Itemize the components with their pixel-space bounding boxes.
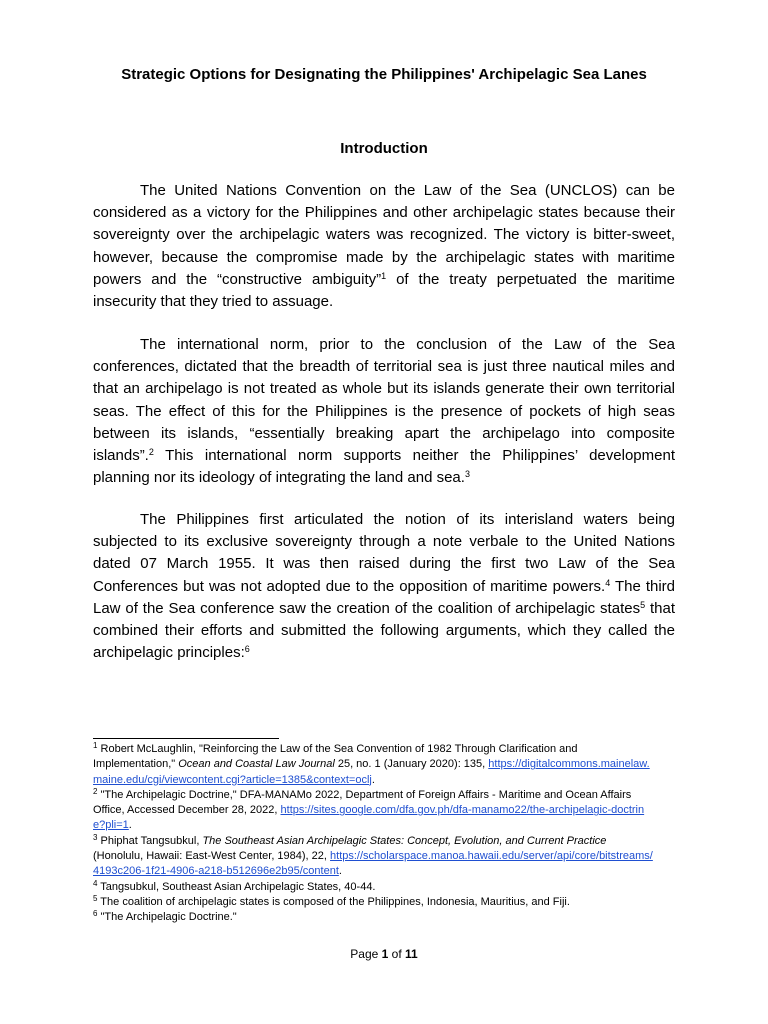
footnote-number: 5 — [93, 893, 98, 903]
paragraph-text: of the treaty perpetuated the maritime insecurity that they tried to assuage. — [93, 270, 676, 311]
page-number — [0, 946, 768, 962]
footnote-text: "The Archipelagic Doctrine." — [97, 911, 237, 924]
document-title: Strategic Options for Designating the Philippines' Archipelagic Sea Lanes — [121, 66, 647, 83]
footnotes-section — [93, 742, 653, 926]
footnote-item — [93, 834, 653, 880]
footnote-text: 25, no. 1 (January 2020): 135, — [334, 758, 489, 771]
body-paragraph — [93, 509, 675, 664]
paragraph-text: The international norm, prior to the conclusion of the Law of the Sea conferences, dictated that the breadth of territorial sea is just three nautical miles and that an archipelago is not treated as whole but its islands generate their own territorial seas. The effect of this for the Philippines is the presence of pockets of high seas between its islands, “essentially breaking apart the archipelago into composite islands”. — [93, 336, 675, 465]
footnote-link[interactable]: https://digitalcommons.mainelaw.maine.edu/cgi/viewcontent.cgi?article=1385&context=oclj — [93, 758, 650, 786]
footnote-item — [93, 742, 653, 788]
footnote-link[interactable]: https://scholarspace.manoa.hawaii.edu/server/api/core/bitstreams/4193c206-1f21-4906-a218-b512696e2b95/content — [93, 850, 653, 878]
footnote-italic-title: The Southeast Asian Archipelagic States: Concept, Evolution, and Current Practice — [202, 834, 607, 847]
footnote-item — [93, 880, 653, 895]
footnote-item — [93, 895, 653, 910]
footnote-number: 4 — [93, 878, 98, 888]
footnote-text: (Honolulu, Hawaii: East-West Center, 1984), 22, — [93, 850, 331, 863]
page-number-prefix: Page — [350, 947, 382, 961]
paragraph-text: The United Nations Convention on the Law of the Sea (UNCLOS) can be considered as a victory for the Philippines and other archipelagic states because their sovereignty over the archipelagic waters was recognized. The victory is bitter-sweet, however, because the compromise made by the archipelagic states with maritime powers and the “constructive ambiguity” — [93, 182, 675, 288]
paragraph-text: This international norm supports neither the Philippines’ development planning nor its ideology of integrating the land and sea. — [93, 447, 675, 487]
paragraph-text: that combined their efforts and submitted the following arguments, which they called the archipelagic principles: — [93, 599, 676, 662]
footnote-text: Phiphat Tangsubkul, — [97, 834, 203, 847]
footnote-reference[interactable]: 1 — [381, 270, 387, 281]
page-number-middle: of — [388, 947, 406, 961]
footnote-reference[interactable]: 2 — [148, 447, 154, 458]
footnote-number: 3 — [93, 832, 98, 842]
footnote-number: 2 — [93, 786, 98, 796]
footnote-reference[interactable]: 3 — [464, 469, 470, 480]
footnote-item — [93, 788, 653, 834]
footnote-link[interactable]: https://sites.google.com/dfa.gov.ph/dfa-manamo22/the-archipelagic-doctrine?pli=1 — [93, 804, 645, 832]
footnote-reference[interactable]: 6 — [244, 644, 250, 655]
footnote-text: The coalition of archipelagic states is composed of the Philippines, Indonesia, Mauritius, and Fiji. — [97, 895, 570, 908]
paragraph-text: The third Law of the Sea conference saw the creation of the coalition of archipelagic states — [93, 577, 675, 617]
footnote-reference[interactable]: 5 — [640, 599, 646, 610]
footnote-reference[interactable]: 4 — [605, 577, 611, 588]
footnote-text: . — [128, 819, 132, 832]
footnote-text: "The Archipelagic Doctrine," DFA-MANAMo 2022, Department of Foreign Affairs - Maritime and Ocean Affairs Office, Accessed December 28, 2022, — [93, 788, 632, 817]
footnote-text: . — [371, 773, 375, 786]
body-paragraph — [93, 180, 675, 313]
page-number-current: 1 — [381, 947, 389, 961]
footnote-text: Tangsubkul, Southeast Asian Archipelagic States, 40-44. — [97, 880, 376, 893]
footnote-number: 6 — [93, 909, 98, 919]
footnote-number: 1 — [93, 741, 98, 750]
section-heading: Introduction — [340, 140, 428, 157]
body-paragraph — [93, 334, 675, 489]
footnote-text: . — [338, 865, 342, 878]
paragraph-text: The Philippines first articulated the notion of its interisland waters being subjected to its exclusive sovereignty through a note verbale to the United Nations dated 07 March 1955. It was then raised during the first two Law of the Sea Conferences but was not adopted due to the opposition of maritime powers. — [93, 511, 675, 595]
footnote-text: Robert McLaughlin, "Reinforcing the Law of the Sea Convention of 1982 Through Clarification and Implementation," — [93, 743, 578, 771]
footnote-separator — [93, 738, 279, 739]
page-number-total: 11 — [405, 947, 418, 961]
footnote-italic-title: Ocean and Coastal Law Journal — [178, 758, 335, 771]
footnote-item — [93, 910, 653, 925]
